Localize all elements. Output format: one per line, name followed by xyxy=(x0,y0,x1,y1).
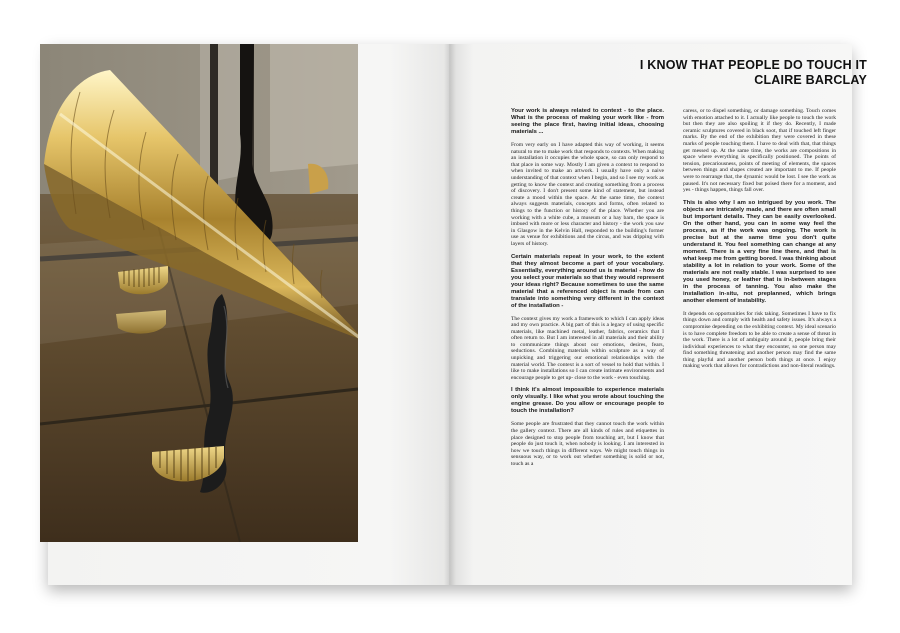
interview-answer: From very early on I have adapted this way of working, it seems natural to me to make work that responds to contexts. When making an installation it occupies the whole space, so can only respond to that place in some way. Mostly I am given a context to respond to when invited to make an artwork. I usually have only a naive understanding of that context when I begin, and so I see my work as getting to know the context and creating something from a process of discovery. I don't present some kind of statement, but instead create a mood within the space. At the same time, the context always suggests materials, concepts and forms, often related to things to the function or history of the place. Whether you are working with a white cube, a museum or a hay barn, the space is imbued with more or less character and history - the work you saw in Glasgow in the Kelvin Hall, responded to the building's former use as venue for exhibitions and the circus, and was dripping with layers of history. xyxy=(511,142,664,247)
sculpture-installation-image xyxy=(40,44,358,542)
interview-question: I think it's almost impossible to experience materials only visually. I like what you wrote about touching the engine grease. Do you allow or encourage people to touch the installation? xyxy=(511,387,664,415)
interview-answer: Some people are frustrated that they cannot touch the work within the gallery context. There are all kinds of rules and etiquettes in place designed to stop people from touching art, but I know that people do just touch it, when nobody is looking. I am interested in how we touch things in different ways. We might touch things in sensuous way, or to work out whether something is solid or not, touch as a xyxy=(511,421,664,467)
article-title xyxy=(465,58,867,88)
brass-comb-2 xyxy=(116,310,166,334)
interview-answer: The context gives my work a framework to which I can apply ideas and my own practice. A big part of this is a legacy of using specific materials, like machined metal, leather, fabrics, ceramics that I often return to. But I am interested in all materials and their ability to communicate things about our emotions, desires, fears, seductions. Combining materials within sculpture as a way of unpicking and triggering our emotional relationships with the material world. The context is a sort of vessel to hold that within. I like to make installations so I can create intimate environments and encourage people to get up- close to the work - even touching. xyxy=(511,315,664,381)
artwork-photo xyxy=(40,44,358,542)
interview-answer: caress, or to dispel something, or damage something. Touch comes with emotion attached to it. I actually like people to touch the work but then they are also spoiling it if they do. Recently, I made ceramic sculptures covered in black soot, that if touched left finger marks. By the end of the exhibition they were covered in these marks of people touching them. I have to deal with that, that things get messed up. At the same time, the works are compositions in space where everything is specifically positioned. The points of tension, precariousness, points of meeting of elements, the spaces between things and shapes created are important to me. If people were to rearrange that, the dynamic would be lost. I see the work as paused. It's not necessary fixed but poised there for a moment, and yes - things happen, things fall over. xyxy=(683,108,836,194)
article-author: CLAIRE BARCLAY xyxy=(754,73,867,87)
interview-question: This is also why I am so intrigued by you work. The objects are intricately made, and there are often small but important details. They can be easily overlooked. On the other hand, you can in some way feel the process, as if the work was ongoing. The work is precise but at the same time you don't quite understand it. You feel something can change at any moment. There is a very fine line there, and that is what keep me from getting bored. I was thinking about stability a lot in relation to your work. Some of the materials are not really stable. I was surprised to see you used honey, or leather that is in-between stages in the process of tanning. You also make the installation in-situ, not preplanned, which brings another element of instability. xyxy=(683,199,836,304)
interview-question: Your work is always related to context - to the place. What is the process of making your work like - from seeing the place first, having initial ideas, choosing materials ... xyxy=(511,108,664,135)
text-column-2 xyxy=(683,108,836,376)
text-column-1 xyxy=(511,108,664,474)
page-gutter xyxy=(444,44,456,585)
interview-answer: It depends on opportunities for risk taking. Sometimes I have to fix things down and comply with health and safety issues. It's always a compromise depending on the exhibiting context. My ideal scenario is to have complete freedom to be able to create a sense of threat in the work. There is a lot of ambiguity around it, people bring their individual experiences to what they encounter, so one person may find something threatening and another person may find the same thing playful and another person both things at once. I enjoy making work that allows for contradictions and non-literal readings. xyxy=(683,310,836,370)
article-title-line1: I KNOW THAT PEOPLE DO TOUCH IT xyxy=(639,58,867,72)
interview-question: Certain materials repeat in your work, to the extent that they almost become a part of your vocabulary. Essentially, everything around us is material - how do you select your materials so that they would represent your ideas right? Because sometimes to use the same material that a referenced object is made from can translate into something very different in the context of the installation - xyxy=(511,253,664,309)
